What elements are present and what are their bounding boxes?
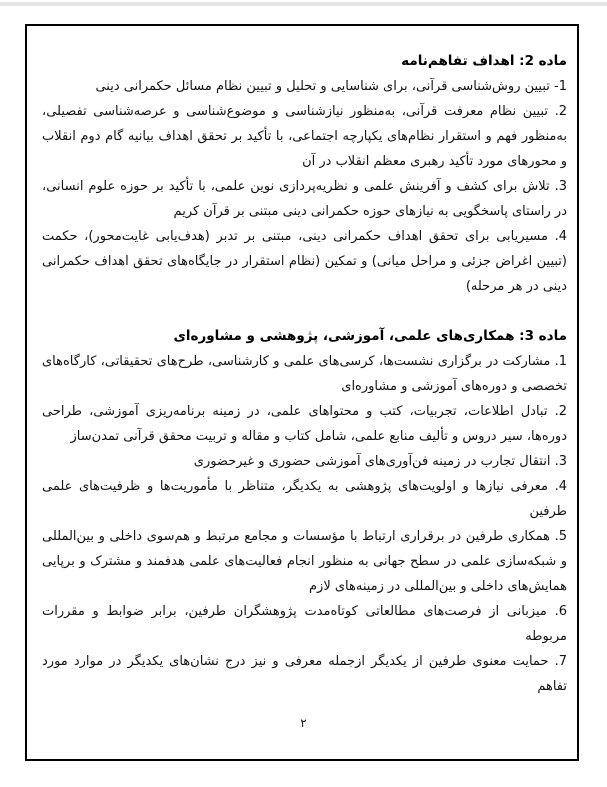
section-heading-article-3: ماده 3: همکاری‌های علمی، آموزشی، پژوهشی و مشاوره‌ای — [173, 328, 567, 344]
paragraph: 2. تبادل اطلاعات، تجربیات، کتب و محتواهای علمی، در زمینه برنامه‌ریزی آموزشی، طراحی دوره‌ها، سیر دروس و تألیف منابع علمی، شامل کتاب و مقاله و تربیت محقق قرآنی تمدن‌ساز — [42, 404, 567, 444]
document-content — [42, 49, 567, 699]
paragraph: 2. تبیین نظام معرفت قرآنی، به‌منظور نیازشناسی و موضوع‌شناسی و عرصه‌شناسی تفصیلی، به‌منظور فهم و استقرار نظام‌های یکپارچه اجتماعی، با تأکید بر تحقق اهداف بیانیه گام دوم انقلاب و محورهای مورد تأکید رهبری معظم انقلاب در آن — [42, 104, 567, 169]
paragraph: 1- تبیین روش‌شناسی قرآنی، برای شناسایی و تحلیل و تبیین نظام مسائل حکمرانی دینی — [95, 79, 567, 94]
paragraph: 6. میزبانی از فرصت‌های مطالعاتی کوتاه‌مدت پژوهشگران طرفین، برابر ضوابط و مقررات مربوطه — [42, 604, 567, 644]
paragraph: 1. مشارکت در برگزاری نشست‌ها، کرسی‌های علمی و کارشناسی، طرح‌های تحقیقاتی، کارگاه‌های تخصصی و دوره‌های آموزشی و مشاوره‌ای — [42, 354, 567, 394]
section-article-3 — [42, 324, 567, 699]
paragraph: 7. حمایت معنوی طرفین از یکدیگر ازجمله معرفی و نیز درج نشان‌های یکدیگر در موارد مورد تفاهم — [42, 654, 567, 694]
page-number: ۲ — [300, 716, 307, 730]
section-heading-article-2: ماده 2: اهداف تفاهم‌نامه — [401, 53, 567, 69]
paragraph: 5. همکاری طرفین در برقراری ارتباط با مؤسسات و مجامع مرتبط و هم‌سوی داخلی و بین‌المللی و شبکه‌سازی علمی در سطح جهانی به منظور انجام فعالیت‌های علمی هدفمند و مشترک و برپایی همایش‌های داخلی و بین‌المللی در زمینه‌های لازم — [42, 529, 567, 594]
section-article-2 — [42, 49, 567, 299]
paragraph: 4. معرفی نیازها و اولویت‌های پژوهشی به یکدیگر، متناظر با مأموریت‌ها و ظرفیت‌های علمی طرفین — [42, 479, 567, 519]
paragraph: 3. انتقال تجارب در زمینه فن‌آوری‌های آموزشی حضوری و غیرحضوری — [193, 454, 567, 469]
paragraph: 4. مسیریابی برای تحقق اهداف حکمرانی دینی، مبتنی بر تدبر (هدف‌یابی غایت‌محور)، حکمت (تبیین اغراض جزئی و مراحل میانی) و تمکین (نظام استقرار در جایگاه‌های تحقق اهداف حکمرانی دینی در هر مرحله) — [42, 229, 567, 294]
paragraph: 3. تلاش برای کشف و آفرینش علمی و نظریه‌پردازی نوین علمی، با تأکید بر حوزه علوم انسانی، در راستای پاسخگویی به نیازهای حوزه حکمرانی دینی مبتنی بر قرآن کریم — [42, 179, 567, 219]
viewer-top-edge — [0, 2, 607, 6]
